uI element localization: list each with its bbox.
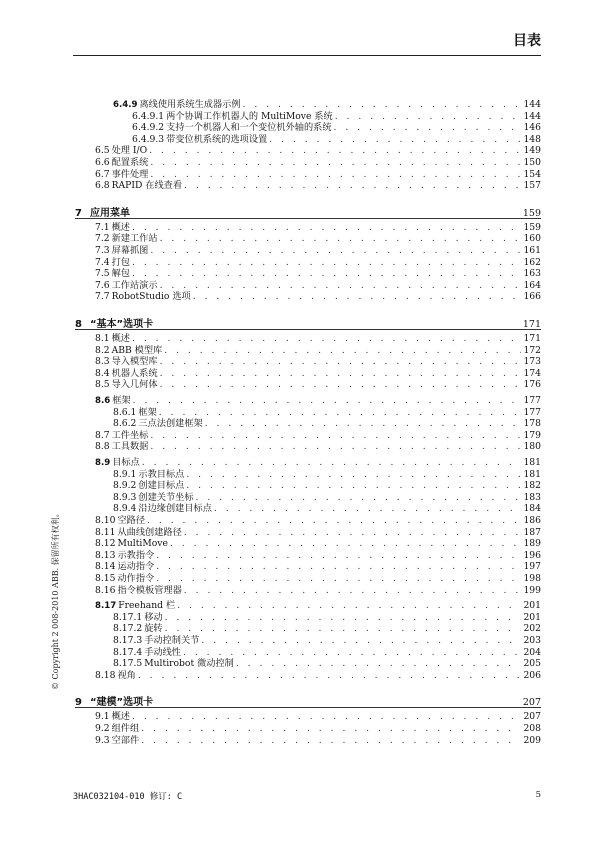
toc-entry-number: 6.6 [95,157,110,168]
toc-chapter-heading[interactable] [75,693,541,708]
toc-entry[interactable] [95,291,541,303]
toc-entry-title: RobotStudio 选项 [111,291,191,303]
toc-entry-title: 示教指令 [117,549,155,561]
toc-entry-page: 160 [523,233,541,245]
toc-dot-leader [132,333,521,345]
toc-entry-title: 框架 [138,406,157,418]
toc-entry-number: 7.3 [95,245,110,256]
toc-dot-leader [334,122,522,134]
toc-entry-number: 8.3 [95,356,110,368]
toc-entry[interactable] [113,658,541,670]
toc-entry-page: 187 [523,526,541,538]
toc-entry-page: 204 [523,646,541,658]
toc-entry[interactable] [95,368,541,380]
toc-entry-number: 7.2 [95,233,110,245]
toc-dot-leader [147,515,521,527]
toc-entry-title: 手动线性 [144,646,181,658]
toc-dot-leader [335,111,522,123]
chapter-title: “基本”选项卡 [89,319,154,330]
toc-dot-leader [165,612,522,624]
toc-entry-number: 6.4.9.1 [132,110,165,122]
toc-entry-title: 空路径 [117,515,146,526]
toc-entry-page: 208 [523,723,541,734]
toc-entry-title: 导入几何体 [111,379,158,391]
toc-entry[interactable] [132,111,541,123]
toc-entry-page: 177 [523,406,541,418]
toc-entry-title: Freehand 栏 [118,600,176,612]
toc-dot-leader [142,457,522,469]
toc-entry-title: 配置系统 [111,157,149,168]
toc-entry-number: 9.1 [95,711,110,723]
toc-entry-number: 8.17.4 [113,646,143,658]
toc-dot-leader [184,180,521,192]
footer-doc-id: 3HAC032104-010 修订: C [73,792,183,802]
toc-entry-number: 8.6.1 [113,406,137,418]
toc-entry[interactable] [113,99,541,111]
toc-entry[interactable] [95,561,541,573]
toc-entry-title: 屏幕抓图 [111,245,149,256]
toc-entry-page: 154 [523,168,541,180]
toc-entry-number: 8.17 [95,601,117,612]
toc-entry-number: 8.9.2 [113,480,137,492]
chapter-number: 9 [75,697,82,709]
toc-entry-number: 8.8 [95,441,110,453]
toc-entry[interactable] [95,233,541,245]
toc-entry-title: 框架 [112,395,131,406]
toc-entry-title: 工具数据 [111,441,149,453]
toc-entry-title: 事件处理 [111,168,149,180]
toc-entry-title: 指令模板管理器 [117,584,182,596]
toc-entry-title: 旋转 [144,623,163,635]
toc-entry-title: 沿边缘创建目标点 [138,503,212,515]
toc-dot-leader [150,157,521,169]
toc-dot-leader [243,99,522,111]
toc-entry-number: 9.2 [95,723,110,734]
toc-entry-number: 8.12 [95,538,116,550]
toc-entry-page: 207 [523,711,541,723]
toc-entry-title: 目标点 [112,457,140,468]
toc-entry-number: 8.11 [95,526,116,538]
toc-dot-leader [141,723,521,735]
toc-entry-number: 8.9.3 [113,491,137,503]
toc-entry[interactable] [95,180,541,192]
toc-entry[interactable] [95,550,541,562]
toc-dot-leader [160,280,522,292]
toc-entry-page: 149 [523,145,541,157]
toc-entry-page: 172 [523,344,541,356]
chapter-rule [75,218,541,219]
toc-entry-number: 8.9 [95,458,111,468]
toc-entry-title: 两个协调工作机器人的 MultiMove 系统 [166,110,333,122]
toc-dot-leader [177,600,521,612]
toc-entry-number: 8.10 [95,515,116,526]
toc-entry[interactable] [95,333,541,345]
chapter-number: 7 [75,207,82,219]
toc-entry-number: 8.2 [95,344,110,356]
toc-entry-page: 198 [523,573,541,584]
toc-entry-title: 创建目标点 [138,480,185,492]
toc-entry-page: 184 [523,503,541,515]
toc-entry-title: 工件坐标 [111,429,149,441]
toc-dot-leader [184,585,522,597]
toc-entry-number: 8.17.5 [113,658,143,670]
toc-entry[interactable] [95,735,541,747]
toc-dot-leader [160,233,522,245]
toc-entry-page: 206 [523,669,541,681]
toc-entry-title: 工作站演示 [111,279,158,291]
toc-entry-page: 159 [523,221,541,233]
toc-entry[interactable] [95,356,541,368]
toc-entry-number: 8.17.1 [113,611,143,623]
toc-entry-page: 163 [523,268,541,280]
toc-entry-number: 8.6.2 [113,418,137,430]
toc-entry-page: 182 [523,480,541,492]
toc-entry[interactable] [95,457,541,469]
toc-entry-page: 181 [523,468,541,480]
toc-entry[interactable] [95,222,541,234]
toc-entry-number: 8.17.2 [113,623,143,635]
toc-entry-number: 8.14 [95,561,116,573]
toc-entry[interactable] [95,157,541,169]
toc-entry-page: 174 [523,367,541,379]
toc-entry-number: 6.8 [95,180,110,192]
toc-entry-page: 157 [523,180,541,192]
toc-entry-page: 164 [523,279,541,291]
toc-entry-number: 8.18 [95,669,116,681]
toc-chapter-heading[interactable] [75,204,541,219]
toc-entry[interactable] [113,623,541,635]
toc-entry-page: 203 [523,635,541,646]
toc-dot-leader [132,711,521,723]
toc-entry-page: 150 [523,157,541,168]
toc-entry-title: 动作指令 [117,573,155,584]
chapter-title: 应用菜单 [89,207,130,219]
toc-entry[interactable] [95,585,541,597]
toc-dot-leader [201,635,521,647]
toc-entry[interactable] [95,379,541,391]
toc-entry-number: 6.4.9.3 [132,133,165,145]
toc-entry-title: 带变位机系统的选项设置 [166,133,268,145]
toc-entry[interactable] [95,441,541,453]
toc-entry-title: 手动控制关节 [144,635,200,646]
toc-entry-page: 176 [523,379,541,391]
toc-entry[interactable] [95,515,541,527]
toc-entry[interactable] [113,503,541,515]
chapter-page: 171 [522,319,541,330]
toc-dot-leader [141,735,521,747]
toc-entry[interactable] [95,169,541,181]
toc-dot-leader [150,430,521,442]
toc-entry-number: 8.4 [95,367,110,379]
toc-entry-title: 机器人系统 [111,367,158,379]
toc-entry[interactable] [113,407,541,419]
toc-dot-leader [156,561,521,573]
toc-entry-page: 173 [523,356,541,368]
toc-entry[interactable] [95,573,541,585]
toc-entry[interactable] [132,122,541,134]
toc-dot-leader [205,418,522,430]
toc-entry[interactable] [113,635,541,647]
toc-entry[interactable] [95,257,541,269]
toc-entry[interactable] [113,469,541,481]
toc-entry-page: 146 [523,122,541,134]
toc-dot-leader [160,368,522,380]
toc-entry-title: 组件组 [111,723,140,734]
toc-dot-leader [150,441,521,453]
toc-entry[interactable] [95,527,541,539]
toc-entry-title: 三点法创建框架 [138,418,203,430]
toc-entry-title: 创建关节坐标 [138,491,194,503]
toc-entry-number: 6.5 [95,145,110,157]
toc-entry[interactable] [95,145,541,157]
toc-dot-leader [132,257,521,269]
toc-entry-number: 8.16 [95,584,116,596]
toc-dot-leader [170,538,522,550]
toc-entry[interactable] [95,600,541,612]
toc-entry[interactable] [95,345,541,357]
chapter-rule [75,329,541,330]
chapter-number: 8 [75,319,82,330]
toc-entry[interactable] [113,418,541,430]
page-header-title: 目表 [513,33,541,49]
toc-entry-page: 177 [523,395,541,406]
toc-entry-title: 概述 [111,711,130,723]
toc-entry[interactable] [113,492,541,504]
toc-entry-title: MultiMove [117,538,168,550]
toc-entry-number: 8.15 [95,573,116,584]
chapter-title: “建模”选项卡 [89,697,154,709]
toc-entry-title: Multirobot 微动控制 [144,658,234,670]
toc-entry-page: 201 [523,611,541,623]
toc-dot-leader [165,623,522,635]
toc-entry[interactable] [95,538,541,550]
toc-entry[interactable] [132,134,541,146]
toc-entry-page: 180 [523,441,541,453]
toc-entry-title: 处理 I/O [111,145,148,157]
toc-entry[interactable] [113,647,541,659]
toc-entry-title: 导入模型库 [111,356,158,368]
toc-entry-title: 离线使用系统生成器示例 [139,99,241,110]
toc-entry-page: 161 [523,245,541,256]
toc-entry-number: 7.6 [95,279,110,291]
toc-entry[interactable] [95,670,541,682]
toc-dot-leader [150,169,521,181]
toc-entry-number: 6.7 [95,168,110,180]
toc-dot-leader [150,245,521,257]
toc-dot-leader [183,647,521,659]
toc-entry-page: 181 [523,457,541,468]
toc-entry-number: 8.7 [95,429,110,441]
toc-entry[interactable] [95,245,541,257]
toc-entry-number: 8.13 [95,549,116,561]
toc-dot-leader [138,670,522,682]
toc-entry-page: 189 [523,538,541,550]
toc-entry-title: RAPID 在线查看 [111,180,183,192]
toc-entry-number: 6.4.9 [113,100,138,110]
toc-dot-leader [160,379,522,391]
toc-entry-page: 171 [523,333,541,344]
toc-entry[interactable] [95,711,541,723]
toc-dot-leader [214,503,522,515]
toc-chapter-heading[interactable] [75,315,541,330]
toc-entry[interactable] [113,612,541,624]
toc-entry-page: 179 [523,429,541,441]
toc-entry-number: 8.17.3 [113,635,143,646]
toc-entry-page: 183 [523,491,541,503]
chapter-rule [75,707,541,708]
toc-entry-page: 166 [523,291,541,303]
toc-entry[interactable] [95,723,541,735]
toc-entry-page: 196 [523,549,541,561]
toc-entry-title: 视角 [117,669,136,681]
toc-entry-number: 8.6 [95,396,111,406]
toc-dot-leader [156,550,521,562]
toc-entry[interactable] [95,268,541,280]
toc-entry-page: 162 [523,256,541,268]
toc-entry-number: 9.3 [95,734,110,746]
toc-entry[interactable] [95,395,541,407]
toc-entry-page: 209 [523,734,541,746]
toc-entry-title: 从曲线创建路径 [117,526,182,538]
toc-entry-title: 概述 [111,221,130,233]
toc-dot-leader [132,222,521,234]
toc-entry-page: 199 [523,584,541,596]
toc-entry-title: 支持一个机器人和一个变位机外轴的系统 [166,122,332,134]
toc-entry-number: 7.5 [95,268,110,280]
copyright-notice: © Copyright 2 008-2010 ABB. 保留所有权利。 [51,509,60,690]
toc-entry-title: 空部件 [111,734,140,746]
toc-entry[interactable] [95,430,541,442]
toc-entry-title: 概述 [111,333,130,344]
toc-entry-page: 205 [523,658,541,670]
toc-dot-leader [186,469,521,481]
toc-entry-number: 7.1 [95,221,110,233]
toc-entry-number: 8.5 [95,379,110,391]
toc-entry-number: 8.9.4 [113,503,137,515]
toc-entry-number: 7.4 [95,256,110,268]
toc-entry[interactable] [113,480,541,492]
chapter-page: 159 [522,207,541,219]
toc-entry[interactable] [95,280,541,292]
toc-entry-title: 运动指令 [117,561,155,573]
toc-dot-leader [196,492,522,504]
toc-entry-title: 新建工作站 [111,233,158,245]
toc-entry-page: 197 [523,561,541,573]
toc-dot-leader [132,268,521,280]
toc-entry-page: 144 [523,110,541,122]
toc-entry-page: 186 [523,515,541,526]
toc-entry-page: 148 [523,133,541,145]
toc-entry-number: 8.1 [95,333,110,344]
toc-entry-title: 打包 [111,256,130,268]
toc-dot-leader [160,356,522,368]
toc-entry-page: 201 [523,600,541,612]
toc-dot-leader [193,291,522,303]
toc-dot-leader [164,345,521,357]
toc-dot-leader [184,527,522,539]
footer-page-number: 5 [535,790,541,800]
chapter-page: 207 [522,697,541,709]
toc-dot-leader [236,658,522,670]
toc-dot-leader [269,134,521,146]
toc-entry-title: 移动 [144,611,163,623]
toc-dot-leader [159,407,522,419]
toc-entry-number: 6.4.9.2 [132,122,165,134]
toc-dot-leader [149,145,521,157]
toc-entry-page: 202 [523,623,541,635]
toc-entry-number: 8.9.1 [113,468,137,480]
toc-entry-title: 示教目标点 [138,468,185,480]
toc-entry-title: ABB 模型库 [111,344,163,356]
toc-dot-leader [186,480,521,492]
toc-entry-number: 7.7 [95,291,110,303]
toc-entry-page: 178 [523,418,541,430]
toc-dot-leader [133,395,522,407]
toc-entry-page: 144 [523,99,541,110]
toc-dot-leader [156,573,521,585]
toc-entry-title: 解包 [111,268,130,280]
